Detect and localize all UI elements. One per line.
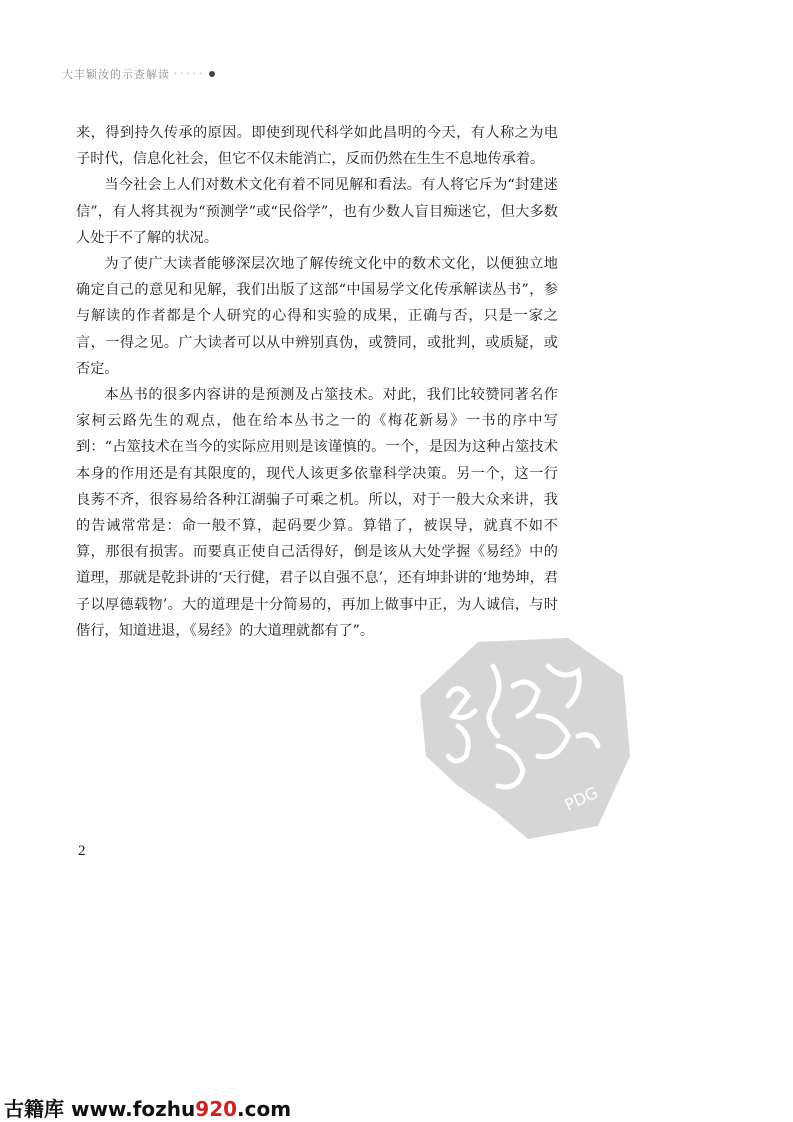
seal-watermark [418,636,633,841]
leader-dots: ····· [174,68,205,80]
footer-banner[interactable] [4,1093,291,1122]
running-title: 大丰颖汝的示查解读 [62,68,170,81]
running-header [62,66,215,82]
footer-text-1: 古籍库 www.fozhu [4,1097,196,1121]
paragraph-2: 当今社会上人们对数术文化有着不同见解和看法。有人将它斥为“封建迷信”，有人将其视为“预测学”或“民俗学”，也有少数人盲目痴迷它，但大多数人处于不了解的状况。 [76,177,558,246]
body-text [76,120,558,644]
paragraph-4: 本丛书的很多内容讲的是预测及占筮技术。对此，我们比较赞同著名作家柯云路先生的观点，他在给本丛书之一的《梅花新易》一书的序中写到：“占筮技术在当今的实际应用则是该谨慎的。一个，是因为这种占筮技术本身的作用还是有其限度的，现代人该更多依靠科学决策。另一个，这一行良莠不齐，很容易给各种江湖骗子可乘之机。所以，对于一般大众来讲，我的告诫常常是：命一般不算，起码要少算。算错了，被误导，就真不如不算，那很有损害。而要真正使自己活得好，倒是该从大处学握《易经》中的道理，那就是乾卦讲的‘天行健，君子以自强不息’，还有坤卦讲的‘地势坤，君子以厚德载物’。大的道理是十分简易的，再加上做事中正，为人诚信，与时偕行，知道进退，《易经》的大道理就都有了”。 [76,387,558,639]
seal-text: PDG [561,782,601,815]
paragraph-1: 来，得到持久传承的原因。即使到现代科学如此昌明的今天，有人称之为电子时代，信息化社会，但它不仅未能消亡，反而仍然在生生不息地传承着。 [76,125,558,168]
seal-shape [420,638,630,839]
footer-text-accent: 920 [195,1097,238,1121]
bullet-icon [209,71,215,77]
paragraph-3: 为了使广大读者能够深层次地了解传统文化中的数术文化，以便独立地确定自己的意见和见解，我们出版了这部“中国易学文化传承解读丛书”，参与解读的作者都是个人研究的心得和实验的成果，正确与否，只是一家之言，一得之见。广大读者可以从中辨别真伪，或赞同，或批判，或质疑，或否定。 [76,256,558,377]
page-number: 2 [78,843,86,859]
footer-text-2: .com [237,1097,292,1121]
